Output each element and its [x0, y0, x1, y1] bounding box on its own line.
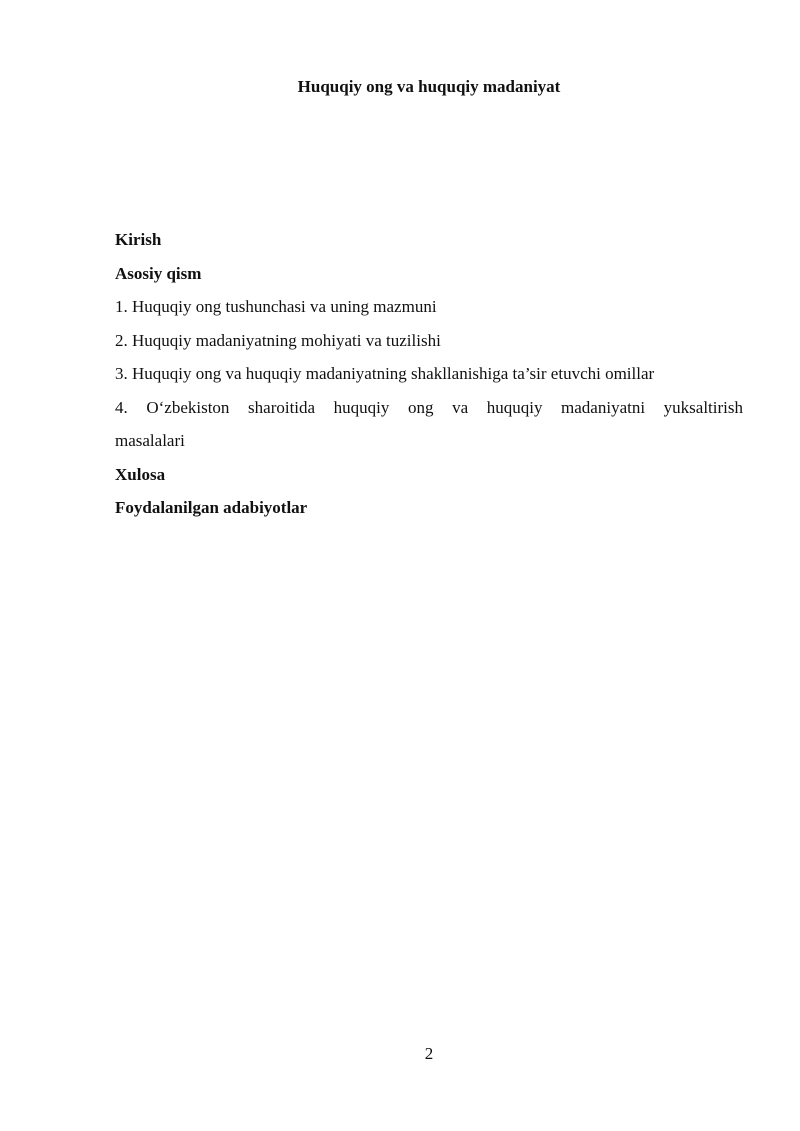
- page-title: Huquqiy ong va huquqiy madaniyat: [297, 77, 561, 96]
- toc-item-4-line-1: 4. O‘zbekiston sharoitida huquqiy ong va huquqiy madaniyatni yuksaltirish: [115, 397, 743, 417]
- toc-item-3: 3. Huquqiy ong va huquqiy madaniyatning shakllanishiga ta’sir etuvchi omillar: [115, 364, 655, 383]
- table-of-contents: [115, 229, 743, 531]
- toc-item-kirish: Kirish: [115, 230, 162, 249]
- toc-item-xulosa: Xulosa: [115, 464, 166, 484]
- toc-item-4-continuation: masalalari: [115, 431, 185, 450]
- toc-item-1: 1. Huquqiy ong tushunchasi va uning mazmuni: [115, 297, 437, 316]
- toc-item-4: [115, 397, 743, 419]
- toc-item-asosiy-qism: Asosiy qism: [115, 263, 202, 283]
- page-number: 2: [424, 1044, 434, 1063]
- toc-item-2: 2. Huquqiy madaniyatning mohiyati va tuzilishi: [115, 330, 441, 350]
- toc-item-adabiyotlar: Foydalanilgan adabiyotlar: [115, 498, 308, 517]
